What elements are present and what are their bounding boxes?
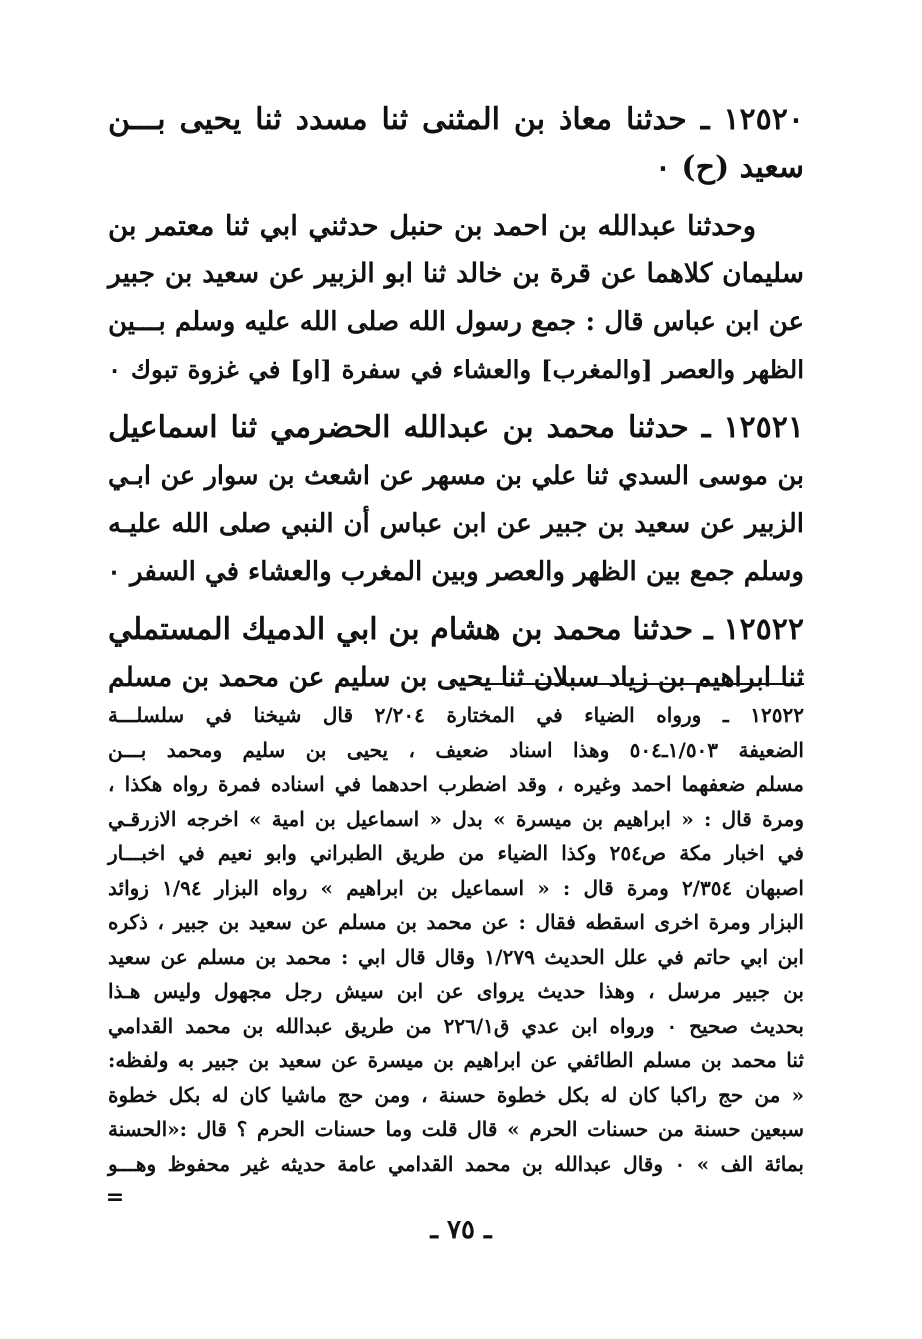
text-line: سليمان كلاهما عن قرة بن خالد ثنا ابو الزبير عن سعيد بن جبير	[108, 258, 804, 289]
text-line: بن موسى السدي ثنا علي بن مسهر عن اشعث بن سوار عن ابـي	[108, 461, 804, 491]
text-line: الظهر والعصر [والمغرب] والعشاء في سفرة [او] في غزوة تبوك ٠	[108, 355, 804, 384]
footnote-line: بحديث صحيح ٠ ورواه ابن عدي ق٢٢٦/١ من طريق عبدالله بن محمد القدامي	[108, 1013, 805, 1038]
hadith-12520	[108, 96, 804, 192]
footnote-line: ابن ابي حاتم في علل الحديث ١/٢٧٩ وقال قال ابي : محمد بن مسلم عن سعيد	[108, 944, 804, 969]
hadith-12522	[108, 606, 804, 702]
footnote-line: مسلم ضعفهما احمد وغيره ، وقد اضطرب احدهما في اسناده فمرة رواه هكذا ،	[108, 772, 804, 796]
footnote-line: « من حج راكبا كان له بكل خطوة حسنة ، ومن حج ماشيا كان له بكل خطوة	[108, 1082, 804, 1107]
hadith-12521	[108, 404, 804, 596]
text-line: ثنا ابراهيم بن زياد سبلان ثنا يحيى بن سليم عن محمد بن مسلم	[108, 662, 804, 693]
main-text	[108, 96, 804, 702]
page-number: ـ ٧٥ ـ	[430, 1215, 492, 1245]
footnote-block	[108, 698, 804, 1181]
hadith-12520-second-chain	[108, 202, 804, 394]
footnote-line: اصبهان ٢/٣٥٤ ومرة قال : « اسماعيل بن ابراهيم » رواه البزار ١/٩٤ زوائد	[108, 875, 804, 900]
footnote-line: ثنا محمد بن مسلم الطائفي عن ابراهيم بن ميسرة عن سعيد بن جبير به ولفظه:	[108, 1048, 804, 1072]
text-line: عن ابن عباس قال : جمع رسول الله صلى الله عليه وسلم بـــين	[108, 307, 804, 337]
text-line: الزبير عن سعيد بن جبير عن ابن عباس أن النبي صلى الله عليـه	[108, 509, 804, 539]
text-line: ١٢٥٢٠ ـ حدثنا معاذ بن المثنى ثنا مسدد ثنا يحيى بـــن	[108, 102, 804, 137]
footnote-line: بمائة الف » ٠ وقال عبدالله بن محمد القدامي عامة حديثه غير محفوظ وهـــو	[108, 1151, 804, 1176]
text-line: وحدثنا عبدالله بن احمد بن حنبل حدثني ابي ثنا معتمر بن	[108, 210, 756, 242]
footnote-line: البزار ومرة اخرى اسقطه فقال : عن محمد بن مسلم عن سعيد بن جبير ، ذكره	[108, 910, 804, 934]
footnote-line: في اخبار مكة ص٢٥٤ وكذا الضياء من طريق الطبراني وابو نعيم في اخبـــار	[108, 841, 804, 865]
footnote-line: سبعين حسنة من حسنات الحرم » قال قلت وما حسنات الحرم ؟ قال :«الحسنة	[108, 1117, 804, 1141]
text-line: ١٢٥٢١ ـ حدثنا محمد بن عبدالله الحضرمي ثنا اسماعيل	[108, 410, 804, 445]
continuation-mark: =	[105, 1185, 125, 1210]
footnote-line: ومرة قال : « ابراهيم بن ميسرة » بدل « اسماعيل بن امية » اخرجه الازرقـي	[108, 806, 804, 831]
footnote-line: ١٢٥٢٢ ـ ورواه الضياء في المختارة ٢/٢٠٤ قال شيخنا في سلسلـــة	[108, 703, 804, 727]
text-line: ١٢٥٢٢ ـ حدثنا محمد بن هشام بن ابي الدميك المستملي	[108, 612, 804, 647]
footnote-line: بن جبير مرسل ، وهذا حديث يرواى عن ابن سيش رجل مجهول وليس هـذا	[108, 979, 804, 1003]
text-line: سعيد (ح) ٠	[654, 150, 804, 185]
footnote-line: الضعيفة ١/٥٠٣ـ٥٠٤ وهذا اسناد ضعيف ، يحيى بن سليم ومحمد بـــن	[108, 737, 804, 762]
footnote-separator	[459, 683, 804, 685]
text-line: وسلم جمع بين الظهر والعصر وبين المغرب والعشاء في السفر ٠	[107, 557, 804, 587]
